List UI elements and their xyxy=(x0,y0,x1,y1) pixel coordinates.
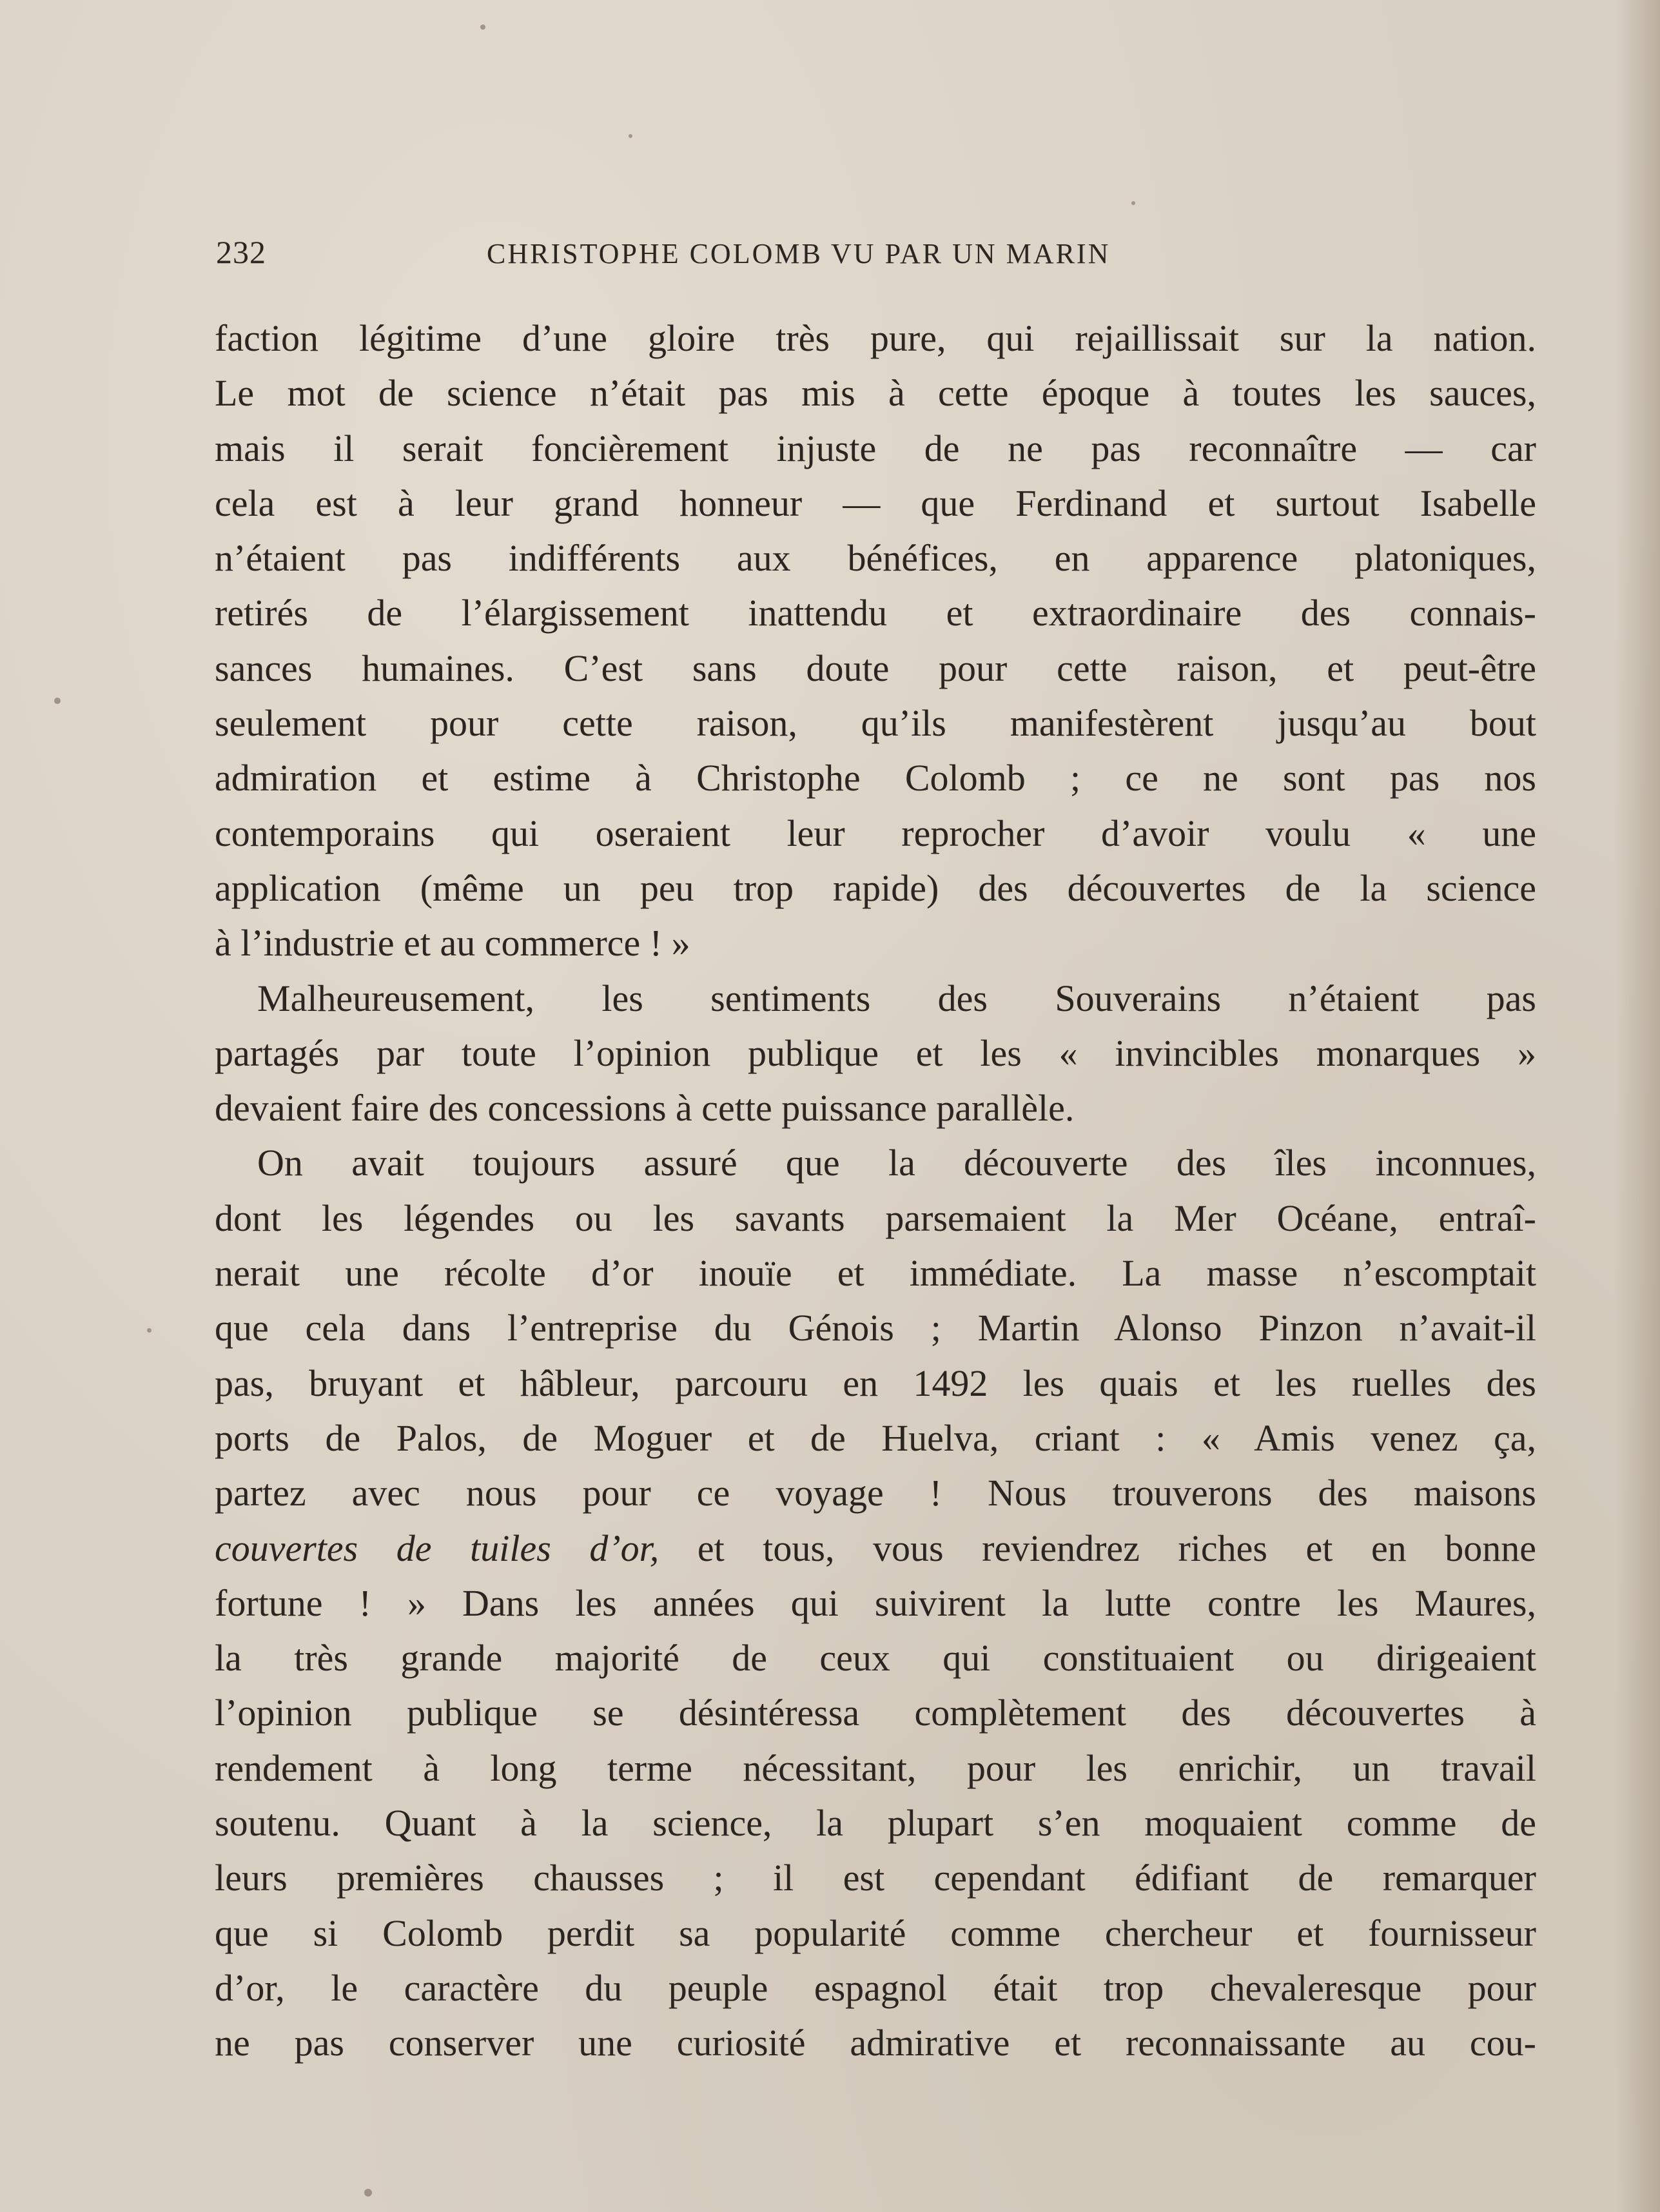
text-line: seulement pour cette raison, qu’ils manifestèrent jusqu’au bout xyxy=(215,702,1536,745)
text-line: dont les légendes ou les savants parsemaient la Mer Océane, entraî- xyxy=(215,1197,1536,1239)
text-line: fortune ! » Dans les années qui suivirent la lutte contre les Maures, xyxy=(215,1581,1536,1624)
text-line: retirés de l’élargissement inattendu et extraordinaire des connais- xyxy=(215,592,1536,634)
text-line: On avait toujours assuré que la découverte des îles inconnues, xyxy=(257,1142,1536,1184)
text-segment: et tous, vous reviendrez riches et en bonne xyxy=(659,1527,1536,1569)
text-line: la très grande majorité de ceux qui constituaient ou dirigeaient xyxy=(215,1637,1536,1679)
text-line: partez avec nous pour ce voyage ! Nous trouverons des maisons xyxy=(215,1472,1536,1514)
text-line: ports de Palos, de Moguer et de Huelva, criant : « Amis venez ça, xyxy=(215,1416,1536,1459)
page-edge-shadow xyxy=(1615,0,1660,2212)
text-line: partagés par toute l’opinion publique et les « invincibles monarques » xyxy=(215,1032,1536,1074)
text-line: mais il serait foncièrement injuste de ne pas reconnaître — car xyxy=(215,427,1536,469)
text-line: n’étaient pas indifférents aux bénéfices, en apparence platoniques, xyxy=(215,537,1536,580)
text-line: rendement à long terme nécessitant, pour les enrichir, un travail xyxy=(215,1747,1536,1789)
text-line: Malheureusement, les sentiments des Souverains n’étaient pas xyxy=(257,977,1536,1019)
text-line: application (même un peu trop rapide) des découvertes de la science xyxy=(215,866,1536,909)
text-line: devaient faire des concessions à cette puissance parallèle. xyxy=(215,1087,1075,1130)
text-line: ne pas conserver une curiosité admirative et reconnaissante au cou- xyxy=(215,2022,1536,2064)
text-line: nerait une récolte d’or inouïe et immédiate. La masse n’escomptait xyxy=(215,1252,1536,1295)
text-line: cela est à leur grand honneur — que Ferdinand et surtout Isabelle xyxy=(215,482,1536,524)
body-text xyxy=(215,311,1536,2071)
paper-speck xyxy=(1131,201,1135,205)
paper-speck xyxy=(629,134,632,138)
page-number: 232 xyxy=(216,234,266,270)
paper-speck xyxy=(54,698,61,704)
paper-speck xyxy=(480,24,485,30)
paper-speck xyxy=(147,1328,151,1333)
text-line-with-italic xyxy=(215,1521,1536,1576)
text-line: que si Colomb perdit sa popularité comme chercheur et fournisseur xyxy=(215,1912,1536,1954)
text-line: à l’industrie et au commerce ! » xyxy=(215,922,690,964)
text-line: d’or, le caractère du peuple espagnol était trop chevaleresque pour xyxy=(215,1966,1536,2009)
paper-speck xyxy=(364,2189,372,2197)
text-line: pas, bruyant et hâbleur, parcouru en 1492 les quais et les ruelles des xyxy=(215,1362,1536,1404)
text-line: que cela dans l’entreprise du Génois ; Martin Alonso Pinzon n’avait-il xyxy=(215,1307,1536,1349)
text-line: faction légitime d’une gloire très pure, qui rejaillissait sur la nation. xyxy=(215,317,1536,359)
running-header xyxy=(216,233,1267,272)
text-line: admiration et estime à Christophe Colomb ; ce ne sont pas nos xyxy=(215,757,1536,799)
italic-segment: couvertes de tuiles d’or, xyxy=(215,1527,659,1569)
text-line: contemporains qui oseraient leur reprocher d’avoir voulu « une xyxy=(215,812,1536,854)
text-line: soutenu. Quant à la science, la plupart s’en moquaient comme de xyxy=(215,1802,1536,1845)
text-line: Le mot de science n’était pas mis à cette époque à toutes les sauces, xyxy=(215,372,1536,415)
running-title: CHRISTOPHE COLOMB VU PAR UN MARIN xyxy=(487,238,1111,269)
text-line: leurs premières chausses ; il est cependant édifiant de remarquer xyxy=(215,1857,1536,1899)
text-line: sances humaines. C’est sans doute pour cette raison, et peut-être xyxy=(215,647,1536,689)
text-line: l’opinion publique se désintéressa complètement des découvertes à xyxy=(215,1692,1536,1734)
